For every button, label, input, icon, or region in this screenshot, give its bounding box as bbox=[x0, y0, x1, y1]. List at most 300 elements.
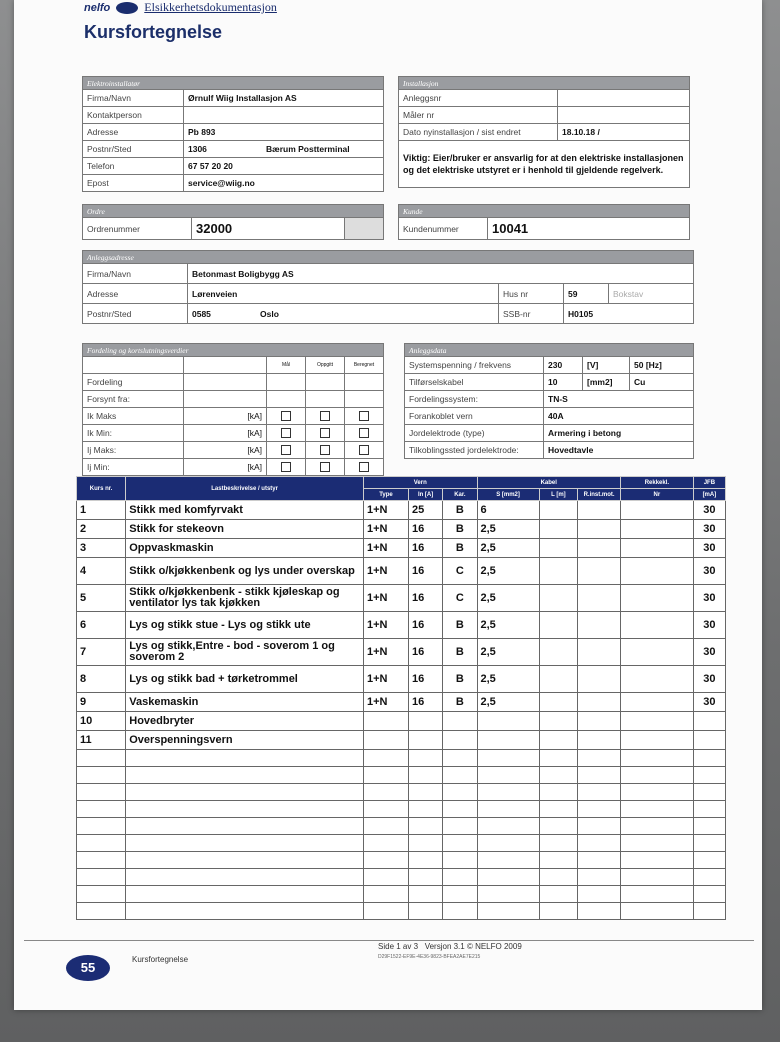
circuit-s: 2,5 bbox=[477, 539, 539, 558]
table-row bbox=[77, 666, 726, 693]
circuit-in: 16 bbox=[408, 639, 442, 666]
customer-header: Kunde bbox=[399, 205, 690, 218]
empty-cell bbox=[578, 835, 621, 852]
empty-cell bbox=[693, 903, 725, 920]
empty-table-row bbox=[77, 750, 726, 767]
circuit-rekk bbox=[620, 693, 693, 712]
col-l: L [m] bbox=[539, 489, 578, 501]
circuit-type: 1+N bbox=[364, 639, 409, 666]
empty-cell bbox=[408, 818, 442, 835]
circuit-s: 2,5 bbox=[477, 693, 539, 712]
circuit-rekk bbox=[620, 558, 693, 585]
circuit-s bbox=[477, 712, 539, 731]
dist-blank-unit bbox=[184, 357, 267, 374]
circuits-table bbox=[76, 476, 726, 920]
circuit-jfb: 30 bbox=[693, 558, 725, 585]
circuit-type: 1+N bbox=[364, 520, 409, 539]
fdata-unit: [V] bbox=[583, 357, 630, 374]
site-address-label: Adresse bbox=[83, 284, 188, 304]
order-label: Ordrenummer bbox=[83, 218, 192, 240]
empty-cell bbox=[477, 818, 539, 835]
col-rekk: Rekkekl. bbox=[620, 477, 693, 489]
checkbox-icon[interactable] bbox=[281, 428, 291, 438]
circuit-jfb bbox=[693, 712, 725, 731]
empty-cell bbox=[126, 784, 364, 801]
empty-cell bbox=[77, 852, 126, 869]
facility-value bbox=[558, 107, 690, 124]
circuit-s: 2,5 bbox=[477, 666, 539, 693]
empty-cell bbox=[126, 818, 364, 835]
empty-cell bbox=[364, 784, 409, 801]
circuit-kar: C bbox=[443, 558, 477, 585]
table-row bbox=[77, 612, 726, 639]
circuit-type: 1+N bbox=[364, 501, 409, 520]
empty-cell bbox=[693, 852, 725, 869]
circuit-kar bbox=[443, 731, 477, 750]
circuit-jfb: 30 bbox=[693, 520, 725, 539]
circuit-nr: 7 bbox=[77, 639, 126, 666]
dist-checkbox-cell bbox=[345, 391, 384, 408]
site-header: Anleggsadresse bbox=[83, 251, 694, 264]
dist-label: Forsynt fra: bbox=[83, 391, 184, 408]
empty-cell bbox=[443, 852, 477, 869]
circuit-l bbox=[539, 731, 578, 750]
empty-cell bbox=[443, 835, 477, 852]
circuit-l bbox=[539, 520, 578, 539]
empty-cell bbox=[77, 886, 126, 903]
empty-cell bbox=[539, 784, 578, 801]
empty-cell bbox=[408, 886, 442, 903]
dist-label: Ik Min: bbox=[83, 425, 184, 442]
empty-cell bbox=[126, 869, 364, 886]
facility-value: 18.10.18 / bbox=[558, 124, 690, 141]
empty-cell bbox=[477, 869, 539, 886]
page-title: Kursfortegnelse bbox=[84, 22, 223, 42]
circuit-in bbox=[408, 731, 442, 750]
order-section bbox=[82, 204, 384, 240]
circuit-type: 1+N bbox=[364, 693, 409, 712]
empty-cell bbox=[126, 852, 364, 869]
empty-cell bbox=[126, 767, 364, 784]
facility-section bbox=[398, 76, 690, 188]
installer-value: 67 57 20 20 bbox=[184, 158, 384, 175]
facility-label: Måler nr bbox=[399, 107, 558, 124]
dist-col-header: Mål bbox=[267, 357, 306, 374]
facility-data-section bbox=[404, 343, 694, 459]
circuit-desc: Lys og stikk bad + tørketrommel bbox=[126, 666, 364, 693]
dist-checkbox-cell bbox=[306, 442, 345, 459]
empty-cell bbox=[620, 750, 693, 767]
circuit-rinst bbox=[578, 585, 621, 612]
circuit-jfb: 30 bbox=[693, 501, 725, 520]
facility-data-header: Anleggsdata bbox=[405, 344, 694, 357]
circuit-l bbox=[539, 639, 578, 666]
table-row bbox=[77, 585, 726, 612]
dist-unit bbox=[184, 374, 267, 391]
dist-unit: [kA] bbox=[184, 442, 267, 459]
empty-table-row bbox=[77, 835, 726, 852]
circuit-in: 16 bbox=[408, 666, 442, 693]
empty-cell bbox=[477, 767, 539, 784]
empty-cell bbox=[408, 767, 442, 784]
nelfo-logo bbox=[84, 0, 277, 15]
empty-cell bbox=[578, 903, 621, 920]
dist-checkbox-cell bbox=[267, 391, 306, 408]
empty-cell bbox=[364, 818, 409, 835]
empty-cell bbox=[477, 750, 539, 767]
empty-cell bbox=[443, 801, 477, 818]
col-kurs: Kurs nr. bbox=[77, 477, 126, 501]
circuit-kar: B bbox=[443, 539, 477, 558]
order-blank bbox=[345, 218, 384, 240]
col-kar: Kar. bbox=[443, 489, 477, 501]
circuit-rekk bbox=[620, 712, 693, 731]
empty-cell bbox=[539, 767, 578, 784]
fdata-unit: [mm2] bbox=[583, 374, 630, 391]
empty-cell bbox=[126, 903, 364, 920]
circuit-rekk bbox=[620, 585, 693, 612]
empty-cell bbox=[539, 903, 578, 920]
table-row bbox=[77, 693, 726, 712]
empty-cell bbox=[126, 835, 364, 852]
facility-notice: Viktig: Eier/bruker er ansvarlig for at den elektriske installasjonen og det elektriske utstyret er i henhold til gjeldende regelverk. bbox=[399, 141, 690, 188]
circuit-rekk bbox=[620, 539, 693, 558]
circuit-desc: Oppvaskmaskin bbox=[126, 539, 364, 558]
empty-cell bbox=[620, 801, 693, 818]
empty-table-row bbox=[77, 886, 726, 903]
circuit-s: 2,5 bbox=[477, 612, 539, 639]
checkbox-icon[interactable] bbox=[320, 428, 330, 438]
circuit-kar bbox=[443, 712, 477, 731]
dist-checkbox-cell bbox=[345, 442, 384, 459]
footer-divider bbox=[24, 940, 754, 941]
dist-checkbox-cell bbox=[306, 408, 345, 425]
circuit-jfb: 30 bbox=[693, 693, 725, 712]
empty-cell bbox=[443, 784, 477, 801]
footer-code: D29F1522-EF9E-4E36-9823-BFEA2AE7E215 bbox=[378, 954, 481, 960]
circuit-desc: Overspenningsvern bbox=[126, 731, 364, 750]
installer-label: Epost bbox=[83, 175, 184, 192]
footer-label: Kursfortegnelse bbox=[132, 955, 189, 964]
empty-cell bbox=[408, 852, 442, 869]
empty-cell bbox=[77, 903, 126, 920]
empty-cell bbox=[578, 886, 621, 903]
site-hus-label: Hus nr bbox=[499, 284, 564, 304]
table-row bbox=[77, 501, 726, 520]
circuit-in bbox=[408, 712, 442, 731]
nelfo-emblem-icon bbox=[116, 2, 138, 14]
empty-cell bbox=[477, 835, 539, 852]
circuit-nr: 8 bbox=[77, 666, 126, 693]
empty-table-row bbox=[77, 903, 726, 920]
empty-cell bbox=[693, 801, 725, 818]
circuit-type: 1+N bbox=[364, 585, 409, 612]
empty-cell bbox=[620, 835, 693, 852]
col-kabel: Kabel bbox=[477, 477, 620, 489]
empty-cell bbox=[539, 852, 578, 869]
circuit-rekk bbox=[620, 666, 693, 693]
circuit-desc: Stikk for stekeovn bbox=[126, 520, 364, 539]
empty-cell bbox=[620, 784, 693, 801]
empty-cell bbox=[408, 903, 442, 920]
circuit-kar: B bbox=[443, 520, 477, 539]
empty-table-row bbox=[77, 784, 726, 801]
empty-cell bbox=[408, 750, 442, 767]
col-s: S [mm2] bbox=[477, 489, 539, 501]
circuit-s: 2,5 bbox=[477, 585, 539, 612]
installer-value: service@wiig.no bbox=[184, 175, 384, 192]
circuit-rekk bbox=[620, 639, 693, 666]
fdata-label: Forankoblet vern bbox=[405, 408, 544, 425]
circuit-rinst bbox=[578, 539, 621, 558]
fdata-value: Armering i betong bbox=[544, 425, 694, 442]
circuit-desc: Stikk o/kjøkkenbenk og lys under overskap bbox=[126, 558, 364, 585]
empty-cell bbox=[693, 784, 725, 801]
circuit-desc: Lys og stikk stue - Lys og stikk ute bbox=[126, 612, 364, 639]
empty-cell bbox=[477, 852, 539, 869]
empty-cell bbox=[77, 835, 126, 852]
empty-cell bbox=[693, 886, 725, 903]
installer-value: Ørnulf Wiig Installasjon AS bbox=[184, 90, 384, 107]
circuit-in: 25 bbox=[408, 501, 442, 520]
empty-cell bbox=[539, 869, 578, 886]
site-post-value: 0585 bbox=[188, 304, 257, 324]
order-number: 32000 bbox=[192, 218, 345, 240]
checkbox-icon[interactable] bbox=[359, 428, 369, 438]
col-desc: Lastbeskrivelse / utstyr bbox=[126, 477, 364, 501]
dist-label: Ik Maks bbox=[83, 408, 184, 425]
empty-cell bbox=[364, 750, 409, 767]
empty-cell bbox=[364, 801, 409, 818]
circuit-rinst bbox=[578, 712, 621, 731]
empty-table-row bbox=[77, 869, 726, 886]
col-nr: Nr bbox=[620, 489, 693, 501]
circuit-l bbox=[539, 666, 578, 693]
circuit-jfb: 30 bbox=[693, 639, 725, 666]
circuit-jfb: 30 bbox=[693, 539, 725, 558]
col-in: In [A] bbox=[408, 489, 442, 501]
circuit-type: 1+N bbox=[364, 612, 409, 639]
empty-cell bbox=[77, 801, 126, 818]
empty-cell bbox=[443, 818, 477, 835]
circuit-nr: 1 bbox=[77, 501, 126, 520]
dist-checkbox-cell bbox=[306, 459, 345, 476]
dist-unit: [kA] bbox=[184, 459, 267, 476]
dist-unit bbox=[184, 391, 267, 408]
brand-subtitle: Elsikkerhetsdokumentasjon bbox=[144, 0, 277, 14]
dist-checkbox-cell bbox=[267, 459, 306, 476]
empty-cell bbox=[578, 767, 621, 784]
checkbox-icon[interactable] bbox=[281, 445, 291, 455]
circuit-desc: Stikk med komfyrvakt bbox=[126, 501, 364, 520]
empty-cell bbox=[77, 869, 126, 886]
table-row bbox=[77, 712, 726, 731]
empty-cell bbox=[408, 801, 442, 818]
installer-value: Pb 893 bbox=[184, 124, 384, 141]
empty-cell bbox=[77, 784, 126, 801]
col-type: Type bbox=[364, 489, 409, 501]
empty-cell bbox=[539, 750, 578, 767]
installer-extra: Bærum Postterminal bbox=[262, 141, 384, 158]
site-ssb-label: SSB-nr bbox=[499, 304, 564, 324]
dist-col-header: Beregnet bbox=[345, 357, 384, 374]
empty-cell bbox=[693, 835, 725, 852]
checkbox-icon[interactable] bbox=[320, 411, 330, 421]
circuit-jfb bbox=[693, 731, 725, 750]
table-row bbox=[77, 731, 726, 750]
fdata-value: TN-S bbox=[544, 391, 694, 408]
empty-table-row bbox=[77, 852, 726, 869]
circuit-kar: B bbox=[443, 693, 477, 712]
circuit-nr: 3 bbox=[77, 539, 126, 558]
empty-cell bbox=[578, 784, 621, 801]
dist-checkbox-cell bbox=[267, 408, 306, 425]
circuit-nr: 11 bbox=[77, 731, 126, 750]
installer-label: Postnr/Sted bbox=[83, 141, 184, 158]
circuit-in: 16 bbox=[408, 539, 442, 558]
circuit-nr: 10 bbox=[77, 712, 126, 731]
empty-cell bbox=[578, 869, 621, 886]
checkbox-icon[interactable] bbox=[320, 445, 330, 455]
site-hus-value: 59 bbox=[564, 284, 609, 304]
empty-cell bbox=[408, 869, 442, 886]
dist-checkbox-cell bbox=[267, 374, 306, 391]
circuit-rinst bbox=[578, 558, 621, 585]
circuit-rinst bbox=[578, 501, 621, 520]
dist-checkbox-cell bbox=[345, 374, 384, 391]
distribution-header: Fordeling og kortslutningsverdier bbox=[83, 344, 384, 357]
empty-cell bbox=[539, 818, 578, 835]
empty-cell bbox=[408, 784, 442, 801]
circuit-rinst bbox=[578, 666, 621, 693]
site-address-section bbox=[82, 250, 694, 324]
circuit-kar: B bbox=[443, 666, 477, 693]
circuit-rekk bbox=[620, 731, 693, 750]
customer-number: 10041 bbox=[488, 218, 690, 240]
empty-cell bbox=[364, 835, 409, 852]
circuit-type bbox=[364, 731, 409, 750]
circuit-in: 16 bbox=[408, 585, 442, 612]
empty-cell bbox=[477, 784, 539, 801]
dist-unit: [kA] bbox=[184, 425, 267, 442]
checkbox-icon[interactable] bbox=[281, 411, 291, 421]
circuit-l bbox=[539, 693, 578, 712]
circuit-l bbox=[539, 612, 578, 639]
circuit-nr: 9 bbox=[77, 693, 126, 712]
dist-label: Ij Min: bbox=[83, 459, 184, 476]
fdata-label: Systemspenning / frekvens bbox=[405, 357, 544, 374]
checkbox-icon[interactable] bbox=[359, 445, 369, 455]
circuit-s bbox=[477, 731, 539, 750]
fdata-label: Tilførselskabel bbox=[405, 374, 544, 391]
order-header: Ordre bbox=[83, 205, 384, 218]
checkbox-icon[interactable] bbox=[359, 462, 369, 472]
circuit-type: 1+N bbox=[364, 539, 409, 558]
table-row bbox=[77, 539, 726, 558]
facility-header: Installasjon bbox=[399, 77, 690, 90]
circuit-type: 1+N bbox=[364, 666, 409, 693]
dist-checkbox-cell bbox=[267, 425, 306, 442]
circuit-jfb: 30 bbox=[693, 666, 725, 693]
dist-unit: [kA] bbox=[184, 408, 267, 425]
empty-cell bbox=[77, 750, 126, 767]
empty-cell bbox=[364, 852, 409, 869]
circuit-jfb: 30 bbox=[693, 585, 725, 612]
circuit-l bbox=[539, 539, 578, 558]
circuit-l bbox=[539, 585, 578, 612]
checkbox-icon[interactable] bbox=[281, 462, 291, 472]
col-ma: [mA] bbox=[693, 489, 725, 501]
empty-cell bbox=[620, 852, 693, 869]
site-firm-label: Firma/Navn bbox=[83, 264, 188, 284]
installer-label: Adresse bbox=[83, 124, 184, 141]
checkbox-icon[interactable] bbox=[320, 462, 330, 472]
empty-cell bbox=[539, 886, 578, 903]
circuit-in: 16 bbox=[408, 612, 442, 639]
facility-label: Anleggsnr bbox=[399, 90, 558, 107]
empty-cell bbox=[539, 801, 578, 818]
circuit-in: 16 bbox=[408, 520, 442, 539]
circuit-l bbox=[539, 558, 578, 585]
customer-label: Kundenummer bbox=[399, 218, 488, 240]
empty-cell bbox=[578, 818, 621, 835]
table-row bbox=[77, 558, 726, 585]
empty-cell bbox=[126, 801, 364, 818]
document-page bbox=[14, 0, 762, 1010]
empty-cell bbox=[620, 886, 693, 903]
circuit-kar: B bbox=[443, 612, 477, 639]
empty-cell bbox=[477, 903, 539, 920]
circuit-l bbox=[539, 501, 578, 520]
circuit-nr: 5 bbox=[77, 585, 126, 612]
circuit-type: 1+N bbox=[364, 558, 409, 585]
col-rinst: R.inst.mot. bbox=[578, 489, 621, 501]
empty-cell bbox=[693, 869, 725, 886]
empty-cell bbox=[443, 869, 477, 886]
circuit-rinst bbox=[578, 731, 621, 750]
circuit-rinst bbox=[578, 639, 621, 666]
circuit-nr: 4 bbox=[77, 558, 126, 585]
circuit-type bbox=[364, 712, 409, 731]
fdata-value: 230 bbox=[544, 357, 583, 374]
empty-table-row bbox=[77, 767, 726, 784]
empty-cell bbox=[578, 852, 621, 869]
installer-value: 1306 bbox=[184, 141, 263, 158]
checkbox-icon[interactable] bbox=[359, 411, 369, 421]
fdata-label: Fordelingssystem: bbox=[405, 391, 544, 408]
page-badge: 55 bbox=[66, 955, 110, 981]
dist-checkbox-cell bbox=[267, 442, 306, 459]
empty-table-row bbox=[77, 801, 726, 818]
installer-section bbox=[82, 76, 384, 192]
circuit-in: 16 bbox=[408, 558, 442, 585]
empty-cell bbox=[364, 869, 409, 886]
installer-header: Elektroinstallatør bbox=[83, 77, 384, 90]
dist-checkbox-cell bbox=[345, 408, 384, 425]
empty-cell bbox=[578, 801, 621, 818]
empty-cell bbox=[620, 903, 693, 920]
fdata-value: Hovedtavle bbox=[544, 442, 694, 459]
dist-checkbox-cell bbox=[345, 459, 384, 476]
circuit-jfb: 30 bbox=[693, 612, 725, 639]
installer-label: Firma/Navn bbox=[83, 90, 184, 107]
col-jfb: JFB bbox=[693, 477, 725, 489]
dist-label: Ij Maks: bbox=[83, 442, 184, 459]
table-row bbox=[77, 520, 726, 539]
circuit-rekk bbox=[620, 501, 693, 520]
site-ssb-value: H0105 bbox=[564, 304, 694, 324]
empty-cell bbox=[620, 767, 693, 784]
